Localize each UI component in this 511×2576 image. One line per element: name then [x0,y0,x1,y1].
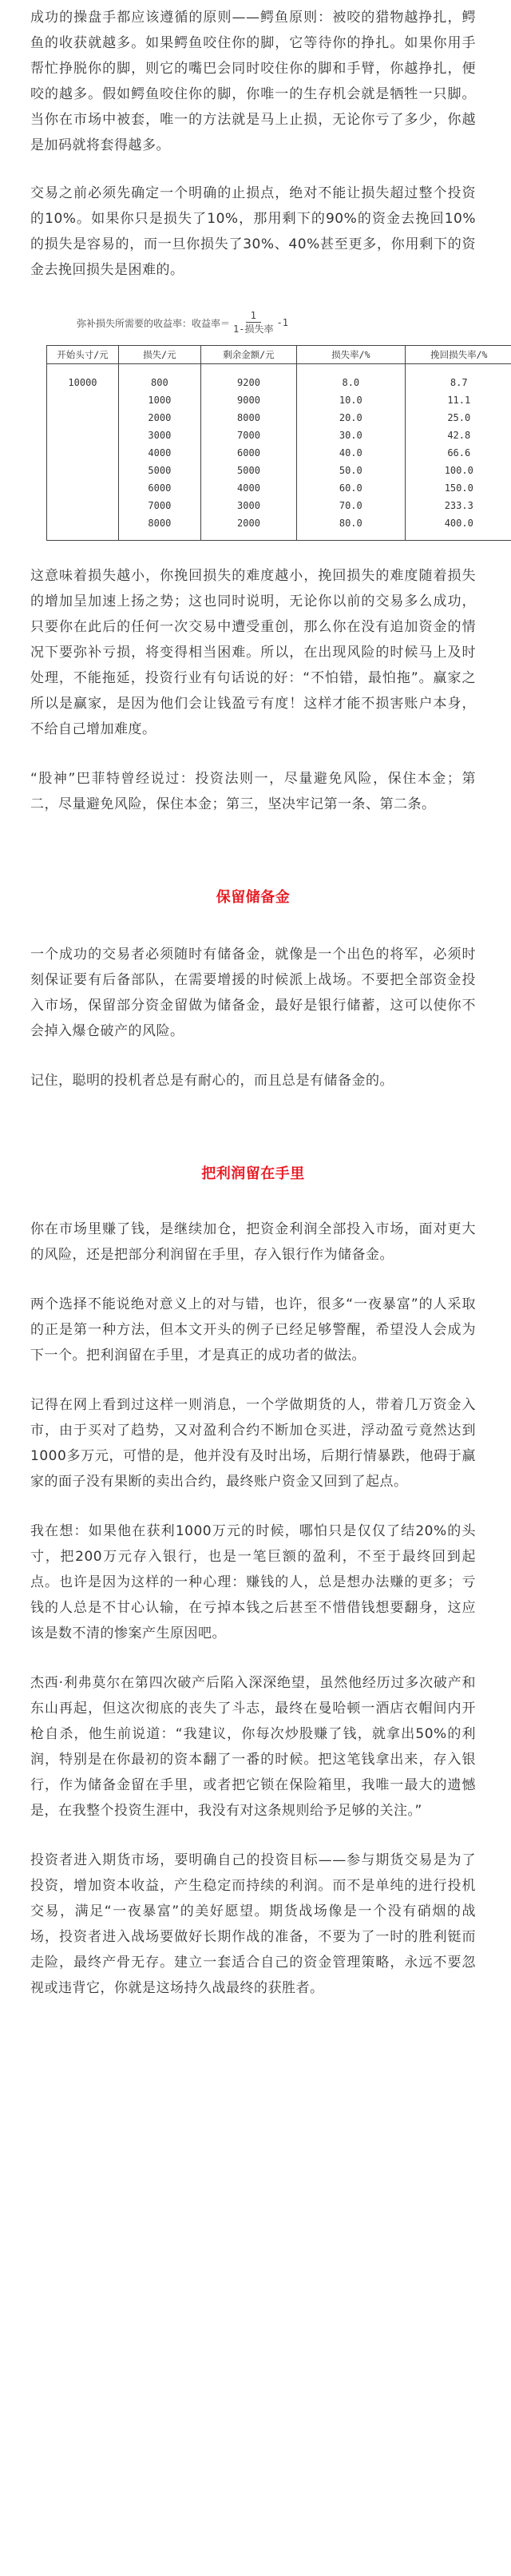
table-header-cell: 损失/元 [118,346,200,364]
table-cell: 80.0 [297,514,405,541]
table-cell: 11.1 [405,391,511,409]
paragraph-livermore: 杰西·利弗莫尔在第四次破产后陷入深深绝望，虽然他经历过多次破产和东山再起，但这次彻底的丧失了斗志，最终在曼哈顿一酒店衣帽间内开枪自杀，他生前说道：“我建议，你每次炒股赚了钱，就拿出50%的利润，特别是在你最初的资本翻了一番的时候。把这笔钱拿出来，存入银行，作为储备金留在手里，或者把它锁在保险箱里，我唯一最大的遗憾是，在我整个投资生涯中，我没有对这条规则给予足够的关注。” [30,1675,476,1819]
paragraph-reserve-fund: 一个成功的交易者必须随时有储备金，就像是一个出色的将军，必须时刻保证要有后备部队，在需要增援的时候派上战场。不要把全部资金投入市场，保留部分资金留做为储备金，最好是银行储蓄，这可以使你不会掉入爆仓破产的风险。 [30,947,476,1039]
table-cell-empty [47,409,119,427]
table-cell: 1000 [118,391,200,409]
table-cell: 7000 [200,427,296,444]
table-cell: 8000 [118,514,200,541]
table-header-cell: 剩余金额/元 [200,346,296,364]
table-cell: 20.0 [297,409,405,427]
paragraph-investment-goal: 投资者进入期货市场，要明确自己的投资目标——参与期货交易是为了投资，增加资本收益，产生稳定而持续的利润。而不是单纯的进行投机交易，满足“一夜暴富”的美好愿望。期货战场像是一个没有硝烟的战场，投资者进入战场要做好长期作战的准备，不要为了一时的胜利铤而走险，最终产骨无存。建立一套适合自己的资金管理策略，永远不要忽视或违背它，你就是这场持久战最终的获胜者。 [30,1852,476,1996]
table-cell: 50.0 [297,462,405,479]
table-cell: 9000 [200,391,296,409]
table-cell-empty [47,391,119,409]
loss-recovery-figure [30,307,488,541]
table-cell: 8.0 [297,364,405,392]
formula-denominator: 1-损失率 [233,323,274,335]
table-cell: 800 [118,364,200,392]
table-cell-empty [47,444,119,462]
table-cell: 60.0 [297,479,405,497]
formula-tail: -1 [276,317,288,328]
table-cell: 9200 [200,364,296,392]
table-cell-start: 10000 [47,364,119,392]
table-row [47,497,511,514]
table-cell-empty [47,497,119,514]
table-row [47,444,511,462]
section-title-keep-profits: 把利润留在手里 [201,1165,305,1182]
table-cell: 6000 [118,479,200,497]
table-cell: 30.0 [297,427,405,444]
table-cell: 150.0 [405,479,511,497]
paragraph-futures-story: 记得在网上看到过这样一则消息，一个学做期货的人，带着几万资金入市，由于买对了趋势，又对盈利合约不断加仓买进，浮动盈亏竟然达到1000多万元，可惜的是，他并没有及时出场，后期行情暴跌，他碍于赢家的面子没有果断的卖出合约，最终账户资金又回到了起点。 [30,1397,476,1490]
recovery-formula [46,307,454,339]
table-cell: 66.6 [405,444,511,462]
table-cell: 40.0 [297,444,405,462]
paragraph-two-choices: 两个选择不能说绝对意义上的对与错，也许，很多“一夜暴富”的人采取的正是第一种方法，但本文开头的例子已经足够警醒，希望没人会成为下一个。把利润留在手里，才是真正的成功者的做法。 [30,1296,476,1363]
table-cell-empty [47,514,119,541]
paragraph-reflection: 我在想：如果他在获利1000万元的时候，哪怕只是仅仅了结20%的头寸，把200万元存入银行，也是一笔巨额的盈利，不至于最终回到起点。也许是因为这样的一种心理：赚钱的人，总是想办法赚的更多；亏钱的人总是不甘心认输，在亏掉本钱之后甚至不惜借钱想要翻身，这应该是数不清的惨案产生原因吧。 [30,1523,476,1641]
table-cell: 5000 [200,462,296,479]
table-header-cell: 损失率/% [297,346,405,364]
table-header-cell: 开始头寸/元 [47,346,119,364]
table-cell: 25.0 [405,409,511,427]
loss-recovery-table [46,345,511,541]
table-cell: 3000 [118,427,200,444]
table-row [47,409,511,427]
table-cell: 2000 [118,409,200,427]
table-cell: 2000 [200,514,296,541]
formula-label: 弥补损失所需要的收益率：收益率＝ [77,317,231,329]
paragraph-stop-loss: 交易之前必须先确定一个明确的止损点，绝对不能让损失超过整个投资的10%。如果你只是损失了10%，那用剩下的90%的资金去挽回10%的损失是容易的，而一旦你损失了30%、40%甚至更多，你用剩下的资金去挽回损失是困难的。 [30,185,476,278]
table-cell: 42.8 [405,427,511,444]
table-row [47,479,511,497]
table-row [47,391,511,409]
section-title-reserve-fund: 保留储备金 [216,889,291,906]
table-row [47,462,511,479]
table-cell: 10.0 [297,391,405,409]
paragraph-keep-profits: 你在市场里赚了钱，是继续加仓，把资金利润全部投入市场，面对更大的风险，还是把部分利润留在手里，存入银行作为储备金。 [30,1221,476,1263]
table-cell: 7000 [118,497,200,514]
table-cell-empty [47,427,119,444]
table-cell-empty [47,462,119,479]
table-cell: 400.0 [405,514,511,541]
table-cell: 4000 [200,479,296,497]
formula-fraction [233,311,273,335]
table-cell: 70.0 [297,497,405,514]
formula-numerator: 1 [246,311,261,323]
table-row [47,427,511,444]
paragraph-loss-difficulty: 这意味着损失越小，你挽回损失的难度越小，挽回损失的难度随着损失的增加呈加速上扬之势；这也同时说明，无论你以前的交易多么成功，只要你在此后的任何一次交易中遭受重创，那么你在没有追加资金的情况下要弥补亏损，将变得相当困难。所以，在出现风险的时候马上及时处理，不能拖延，投资行业有句话说的好：“不怕错，最怕拖”。赢家之所以是赢家，是因为他们会让钱盈亏有度！这样才能不损害账户本身，不给自己增加难度。 [30,568,476,737]
table-header-row [47,346,511,364]
table-cell-empty [47,479,119,497]
paragraph-buffett-quote: “股神”巴菲特曾经说过：投资法则一，尽量避免风险，保住本金；第二，尽量避免风险，保住本金；第三，坚决牢记第一条、第二条。 [30,771,476,812]
paragraph-patience: 记住，聪明的投机者总是有耐心的，而且总是有储备金的。 [30,1073,394,1089]
table-cell: 5000 [118,462,200,479]
table-cell: 8.7 [405,364,511,392]
table-cell: 8000 [200,409,296,427]
table-cell: 4000 [118,444,200,462]
table-cell: 6000 [200,444,296,462]
table-row [47,364,511,392]
table-cell: 3000 [200,497,296,514]
paragraph-crocodile-principle: 成功的操盘手都应该遵循的原则——鳄鱼原则：被咬的猎物越挣扎，鳄鱼的收获就越多。如果鳄鱼咬住你的脚，它等待你的挣扎。如果你用手帮忙挣脱你的脚，则它的嘴巴会同时咬住你的脚和手臂，你越挣扎，便咬的越多。假如鳄鱼咬住你的脚，你唯一的生存机会就是牺牲一只脚。当你在市场中被套，唯一的方法就是马上止损，无论你亏了多少，你越是加码就将套得越多。 [30,10,476,153]
table-header-cell: 挽回损失率/% [405,346,511,364]
table-row [47,514,511,541]
table-cell: 233.3 [405,497,511,514]
table-cell: 100.0 [405,462,511,479]
